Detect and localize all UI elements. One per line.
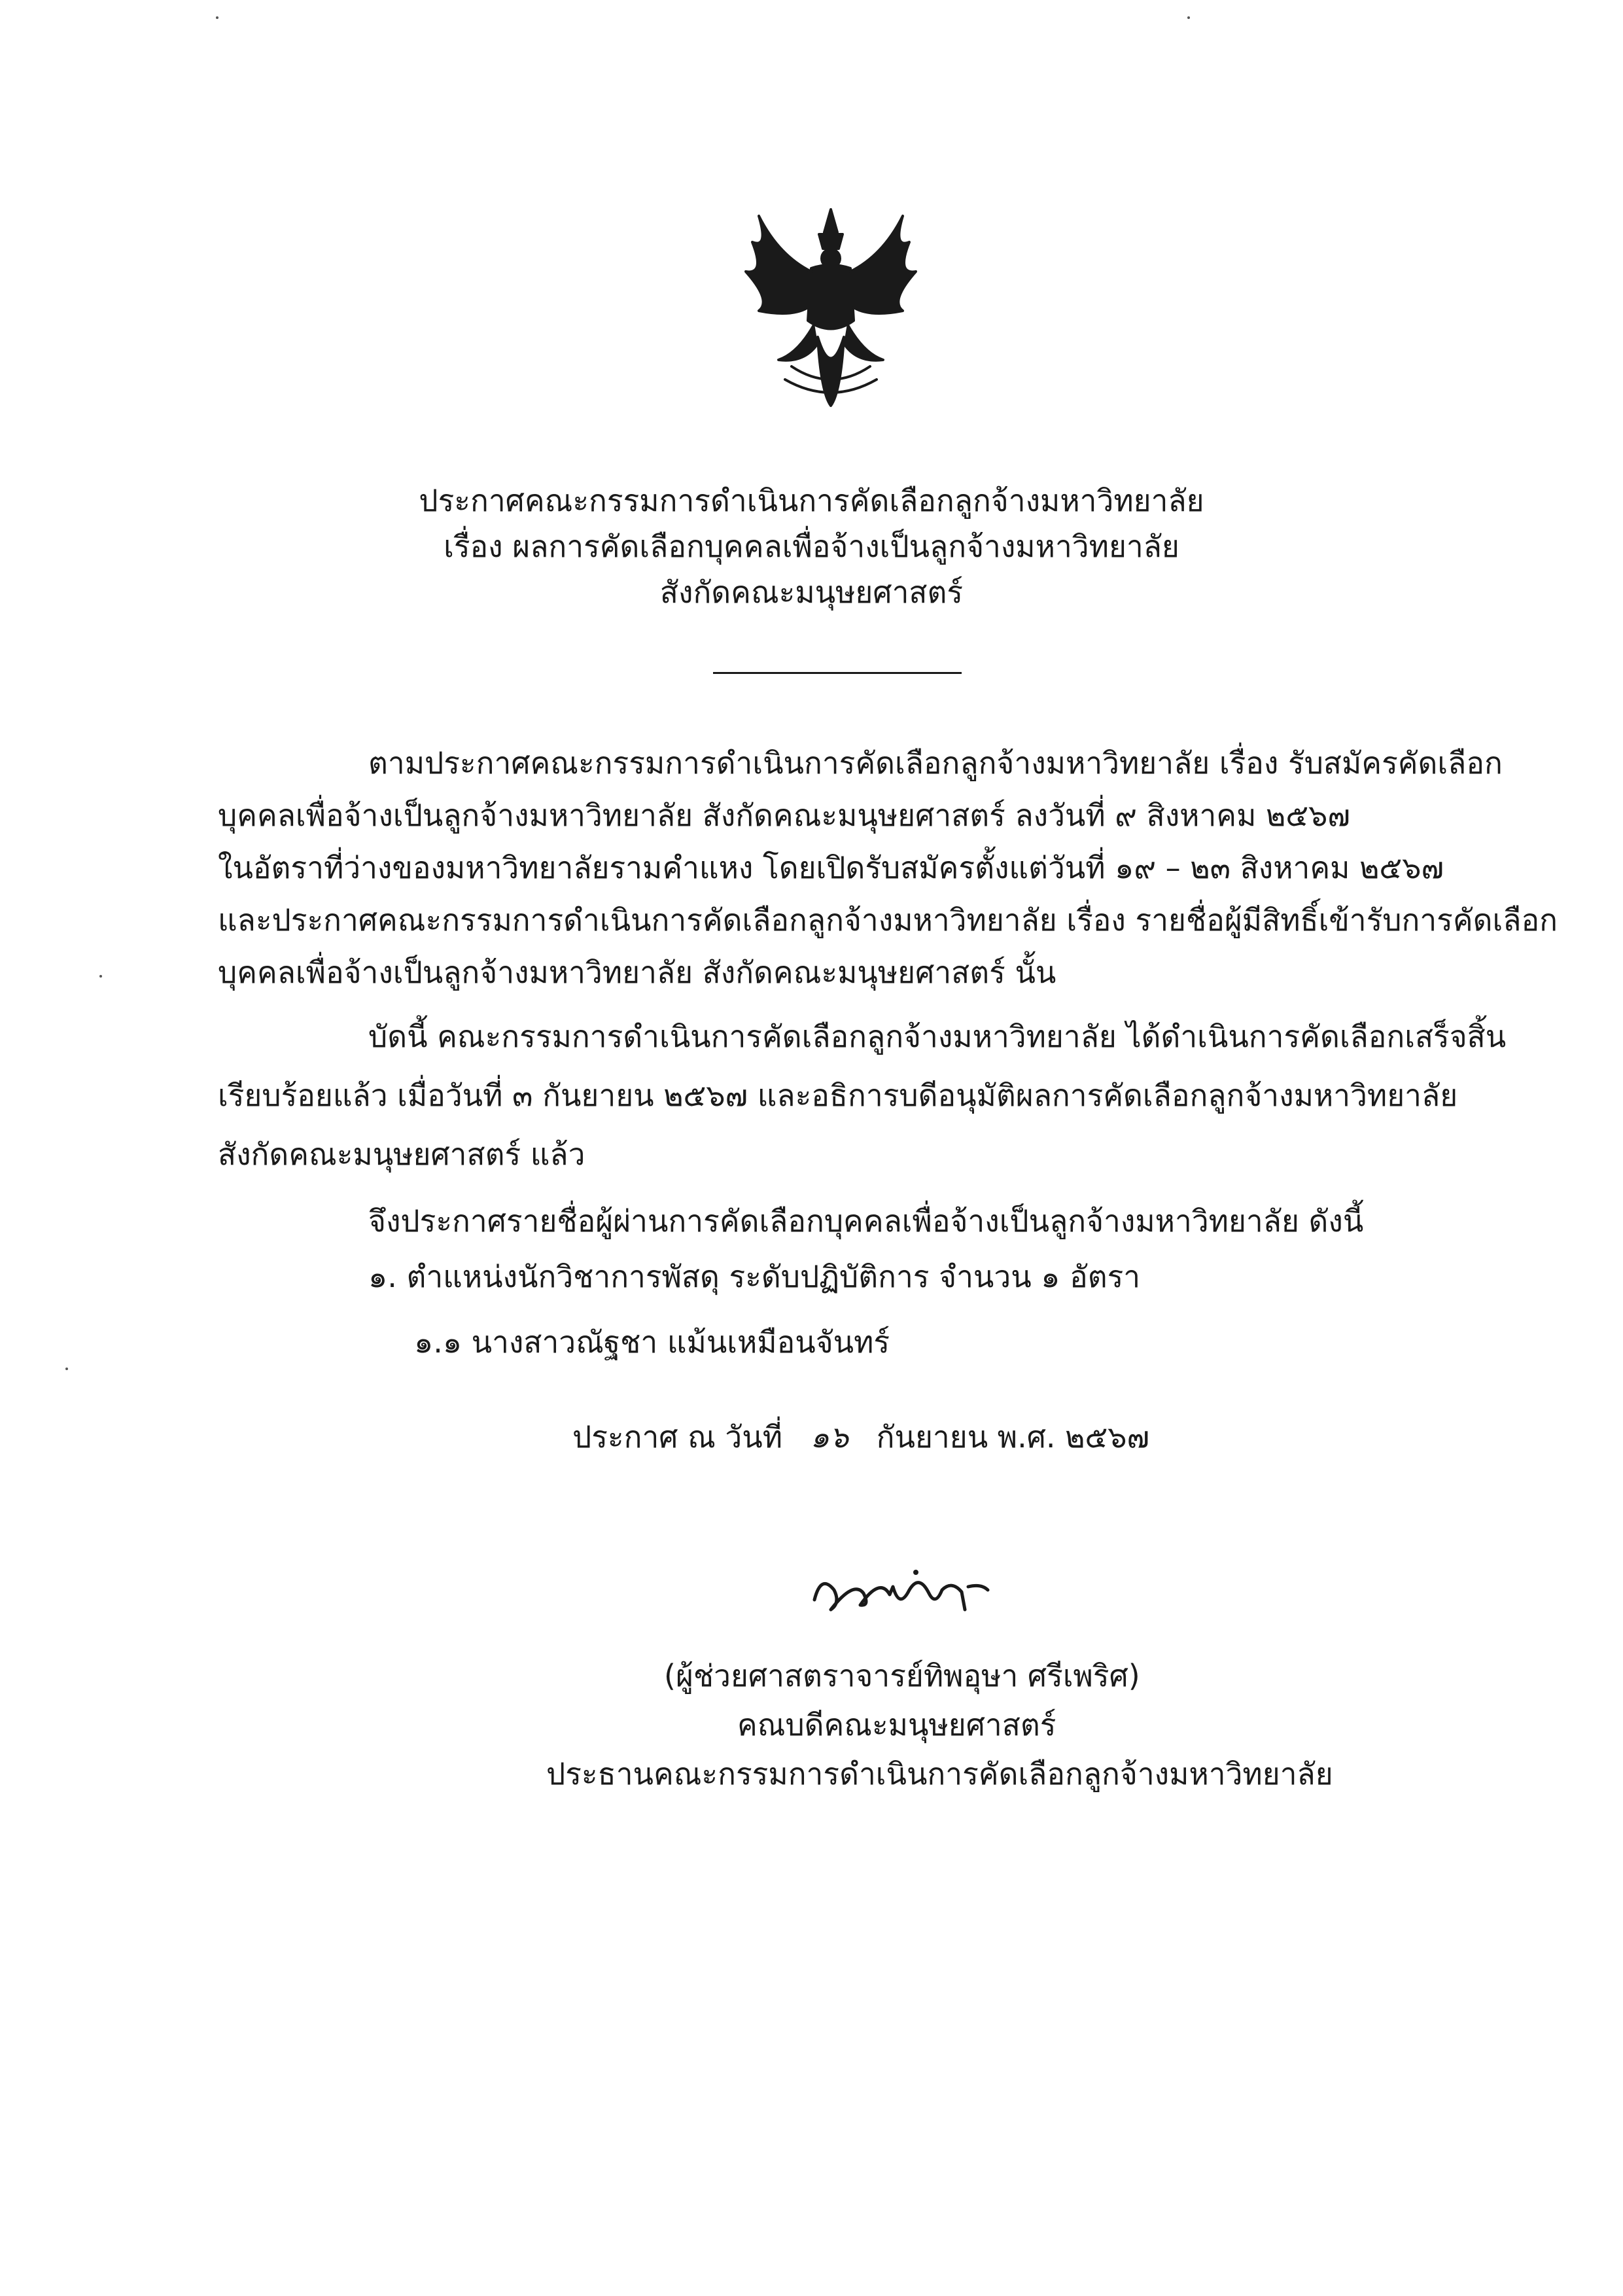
signer-position-2: ประธานคณะกรรมการดำเนินการคัดเลือกลูกจ้างมหาวิทยาลัย [546,1756,1333,1792]
scan-speck [99,975,102,978]
signer-name: (ผู้ช่วยศาสตราจารย์ทิพอุษา ศรีเพริศ) [664,1658,1140,1693]
para3: จึงประกาศรายชื่อผู้ผ่านการคัดเลือกบุคคลเพื่อจ้างเป็นลูกจ้างมหาวิทยาลัย ดังนี้ [368,1203,1364,1239]
handwritten-signature [801,1554,998,1626]
announcement-date [572,1413,1149,1461]
para1-line3: ในอัตราที่ว่างของมหาวิทยาลัยรามคำแหง โดยเปิดรับสมัครตั้งแต่วันที่ ๑๙ – ๒๓ สิงหาคม ๒๕๖๗ [218,850,1444,885]
para2-line1: บัดนี้ คณะกรรมการดำเนินการคัดเลือกลูกจ้างมหาวิทยาลัย ได้ดำเนินการคัดเลือกเสร็จสิ้น [368,1019,1507,1054]
title-divider [713,672,962,674]
announcement-title [0,478,1623,615]
para1-line1: ตามประกาศคณะกรรมการดำเนินการคัดเลือกลูกจ้างมหาวิทยาลัย เรื่อง รับสมัครคัดเลือก [368,745,1503,781]
scan-speck [65,1368,68,1370]
scan-speck [216,16,218,19]
title-line-1: ประกาศคณะกรรมการดำเนินการคัดเลือกลูกจ้างมหาวิทยาลัย [419,483,1204,518]
scan-speck [1187,16,1190,19]
para1-line4: และประกาศคณะกรรมการดำเนินการคัดเลือกลูกจ้างมหาวิทยาลัย เรื่อง รายชื่อผู้มีสิทธิ์เข้ารับการคัดเลือก [218,902,1558,938]
para1-line2: บุคคลเพื่อจ้างเป็นลูกจ้างมหาวิทยาลัย สังกัดคณะมนุษยศาสตร์ ลงวันที่ ๙ สิงหาคม ๒๕๖๗ [218,798,1350,833]
position-item: ๑. ตำแหน่งนักวิชาการพัสดุ ระดับปฏิบัติการ จำนวน ๑ อัตรา [368,1259,1141,1294]
para1-line5: บุคคลเพื่อจ้างเป็นลูกจ้างมหาวิทยาลัย สังกัดคณะมนุษยศาสตร์ นั้น [218,955,1056,990]
title-line-3: สังกัดคณะมนุษยศาสตร์ [659,574,964,610]
candidate-item: ๑.๑ นางสาวณัฐชา แม้นเหมือนจันทร์ [414,1324,890,1360]
garuda-emblem-icon [733,196,929,419]
para2-line3: สังกัดคณะมนุษยศาสตร์ แล้ว [218,1137,585,1172]
date-suffix: กันยายน พ.ศ. ๒๕๖๗ [876,1419,1150,1455]
date-prefix: ประกาศ ณ วันที่ [572,1419,783,1455]
signer-position-1: คณบดีคณะมนุษยศาสตร์ [737,1707,1056,1742]
title-line-2: เรื่อง ผลการคัดเลือกบุคคลเพื่อจ้างเป็นลูกจ้างมหาวิทยาลัย [444,529,1179,564]
date-day: ๑๖ [810,1419,849,1455]
para2-line2: เรียบร้อยแล้ว เมื่อวันที่ ๓ กันยายน ๒๕๖๗ และอธิการบดีอนุมัติผลการคัดเลือกลูกจ้างมหาวิทยาลัย [218,1078,1458,1113]
